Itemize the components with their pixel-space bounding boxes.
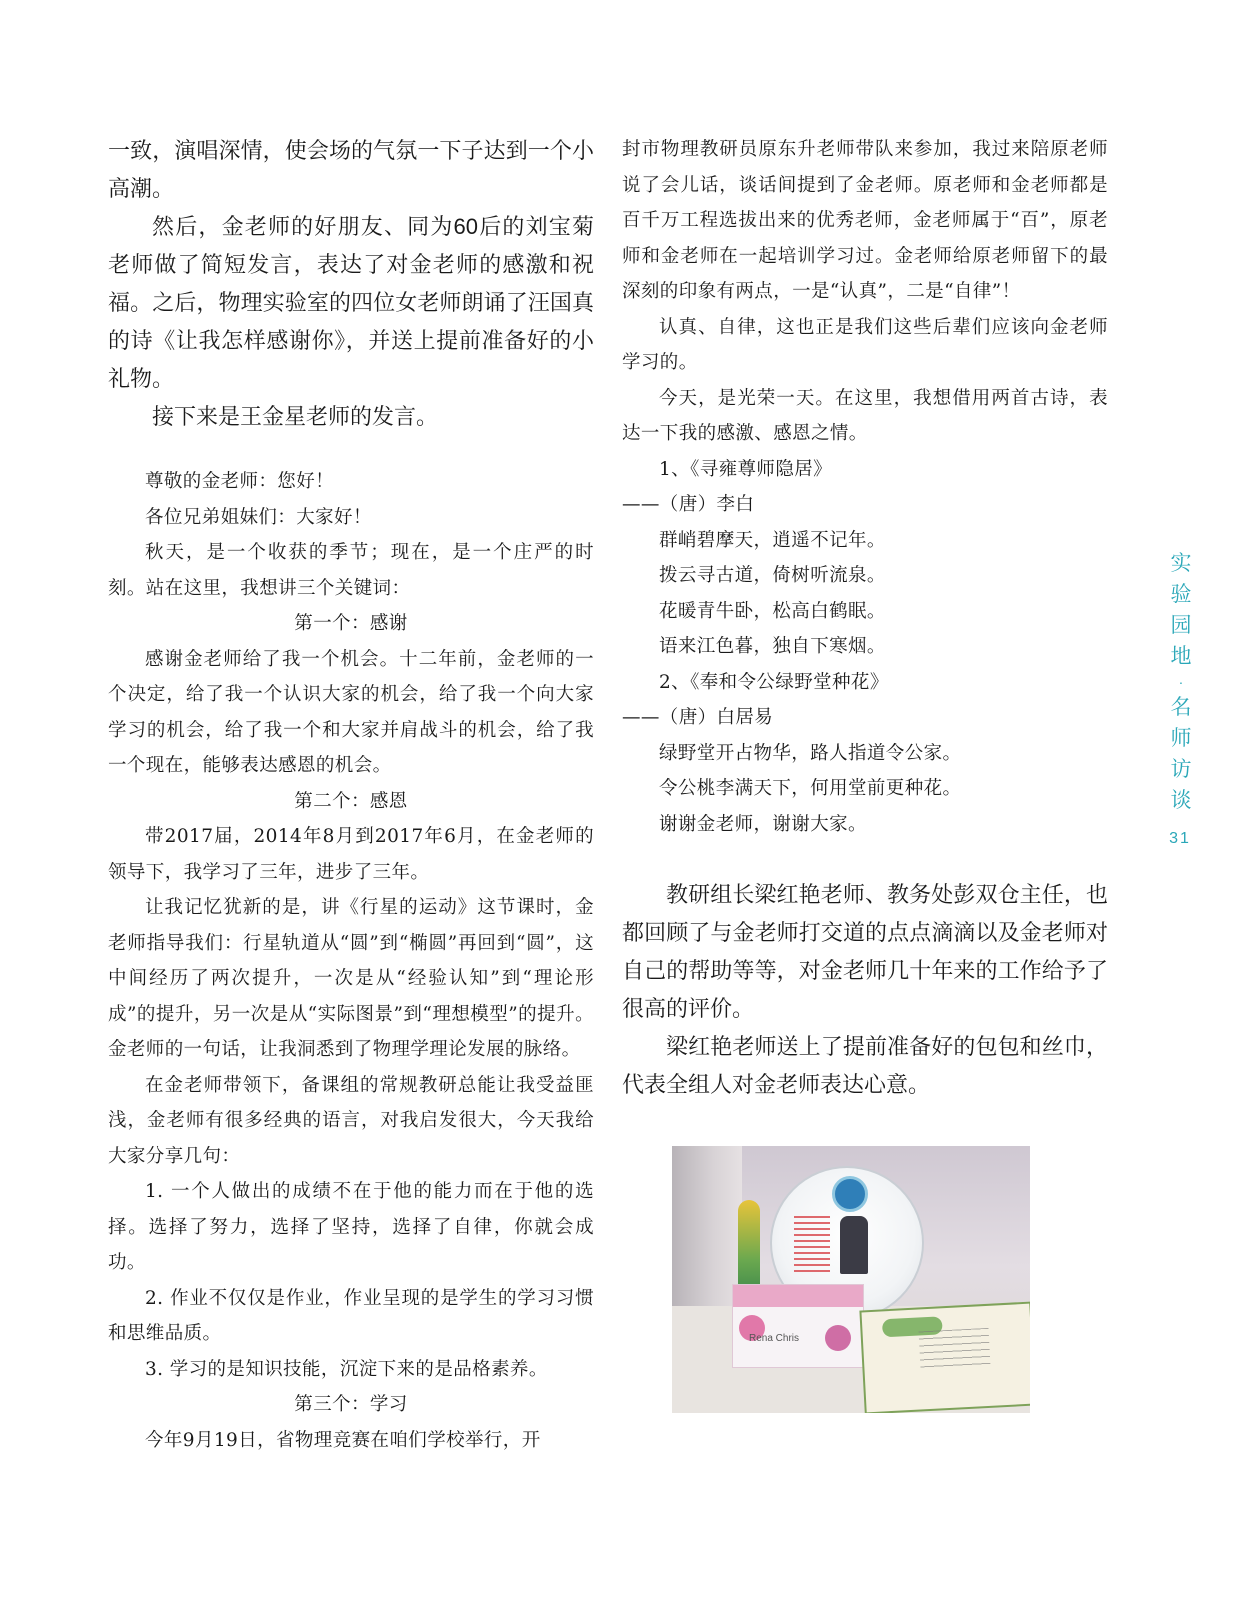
speech-greeting: 尊敬的金老师：您好！ bbox=[145, 471, 335, 492]
gift-box bbox=[732, 1284, 864, 1368]
section-char: 访 bbox=[1170, 758, 1192, 781]
speech-paragraph: 在金老师带领下，备课组的常规教研总能让我受益匪浅，金老师有很多经典的语言，对我启发很大，今天我给大家分享几句： bbox=[108, 1074, 594, 1167]
poem-title: 1、《寻雍尊师隐居》 bbox=[659, 458, 833, 480]
section-char: 名 bbox=[1170, 696, 1192, 719]
section-char: 实 bbox=[1170, 552, 1192, 575]
speech-paragraph: 秋天，是一个收获的季节；现在，是一个庄严的时刻。站在这里，我想讲三个关键词： bbox=[108, 542, 594, 599]
speech-paragraph: 让我记忆犹新的是，讲《行星的运动》这节课时，金老师指导我们：行星轨道从“圆”到“椭圆”再回到“圆”，这中间经历了两次提升，一次是从“经验认知”到“理论形成”的提升，另一次是从“实际图景”到“理想模型”的提升。金老师的一句话，让我洞悉到了物理学理论发展的脉络。 bbox=[108, 897, 594, 1060]
section-char: 园 bbox=[1170, 614, 1192, 637]
section-char: 谈 bbox=[1170, 789, 1192, 812]
gift-box-label: Rena Chris bbox=[749, 1333, 800, 1344]
speech-paragraph: 今年9月19日，省物理竞赛在咱们学校举行，开 bbox=[145, 1429, 541, 1451]
book bbox=[859, 1302, 1030, 1413]
speech-heading: 第一个：感谢 bbox=[294, 613, 408, 634]
page-number: 31 bbox=[1169, 830, 1191, 847]
poem-line: 令公桃李满天下，何用堂前更种花。 bbox=[659, 778, 962, 799]
left-column bbox=[108, 132, 594, 1458]
section-char: 师 bbox=[1170, 727, 1192, 750]
paragraph: 然后，金老师的好朋友、同为60后的刘宝菊老师做了简短发言，表达了对金老师的感激和祝福。之后，物理实验室的四位女老师朗诵了汪国真的诗《让我怎样感谢你》，并送上提前准备好的小礼物。 bbox=[108, 214, 594, 391]
gift-box-lid bbox=[733, 1285, 863, 1307]
quote-item: 1. 一个人做出的成绩不在于他的能力而在于他的选择。选择了努力，选择了坚持，选择了自律，你就会成功。 bbox=[108, 1181, 594, 1273]
section-separator: · bbox=[1178, 674, 1184, 690]
poem-line: 群峭碧摩天，逍遥不记年。 bbox=[659, 529, 886, 551]
paragraph: 一致，演唱深情，使会场的气氛一下子达到一个小高潮。 bbox=[108, 138, 594, 201]
speech-paragraph: 封市物理教研员原东升老师带队来参加，我过来陪原老师说了会儿话，谈话间提到了金老师。原老师和金老师都是百千万工程选拔出来的优秀老师，金老师属于“百”，原老师和金老师在一起培训学习过。金老师给原老师留下的最深刻的印象有两点，一是“认真”，二是“自律”！ bbox=[622, 139, 1108, 302]
speech-closing: 谢谢金老师，谢谢大家。 bbox=[659, 813, 867, 835]
speech-paragraph: 感谢金老师给了我一个机会。十二年前，金老师的一个决定，给了我一个认识大家的机会，给了我一个向大家学习的机会，给了我一个和大家并肩战斗的机会，给了我一个现在，能够表达感恩的机会。 bbox=[108, 648, 594, 776]
poem-line: 花暖青牛卧，松高白鹤眠。 bbox=[659, 600, 886, 622]
poem-author: ——（唐）白居易 bbox=[622, 707, 774, 728]
plaque-text bbox=[794, 1216, 830, 1272]
speech-paragraph: 今天，是光荣一天。在这里，我想借用两首古诗，表达一下我的感激、感恩之情。 bbox=[622, 387, 1108, 444]
section-char: 地 bbox=[1170, 645, 1192, 668]
poem-title: 2、《奉和令公绿野堂种花》 bbox=[659, 671, 889, 693]
paragraph: 接下来是王金星老师的发言。 bbox=[152, 404, 439, 429]
poem-line: 拨云寻古道，倚树听流泉。 bbox=[659, 565, 886, 586]
right-column bbox=[622, 132, 1108, 1104]
portrait-figure bbox=[840, 1216, 868, 1274]
poem-line: 语来江色暮，独自下寒烟。 bbox=[659, 636, 886, 657]
poem-author: ——（唐）李白 bbox=[622, 494, 755, 515]
quote-item: 3. 学习的是知识技能，沉淀下来的是品格素养。 bbox=[145, 1358, 548, 1380]
paragraph: 教研组长梁红艳老师、教务处彭双仓主任，也都回顾了与金老师打交道的点点滴滴以及金老师对自己的帮助等等，对金老师几十年来的工作给予了很高的评价。 bbox=[622, 882, 1108, 1021]
poem-line: 绿野堂开占物华，路人指道令公家。 bbox=[659, 742, 962, 764]
speech-paragraph: 带2017届，2014年8月到2017年6月，在金老师的领导下，我学习了三年，进步了三年。 bbox=[108, 826, 594, 883]
section-label bbox=[1166, 548, 1196, 816]
flower-icon bbox=[825, 1325, 851, 1351]
quote-item: 2. 作业不仅仅是作业，作业呈现的是学生的学习习惯和思维品质。 bbox=[108, 1287, 594, 1344]
school-emblem-icon bbox=[832, 1176, 868, 1212]
speech-heading: 第三个：学习 bbox=[294, 1394, 408, 1415]
book-text bbox=[919, 1328, 991, 1372]
gift-photo bbox=[672, 1146, 1030, 1413]
section-char: 验 bbox=[1170, 583, 1192, 606]
speech-paragraph: 认真、自律，这也正是我们这些后辈们应该向金老师学习的。 bbox=[622, 316, 1108, 373]
speech-heading: 第二个：感恩 bbox=[294, 790, 408, 812]
speech-greeting: 各位兄弟姐妹们：大家好！ bbox=[145, 506, 372, 528]
paragraph: 梁红艳老师送上了提前准备好的包包和丝巾，代表全组人对金老师表达心意。 bbox=[622, 1034, 1108, 1097]
